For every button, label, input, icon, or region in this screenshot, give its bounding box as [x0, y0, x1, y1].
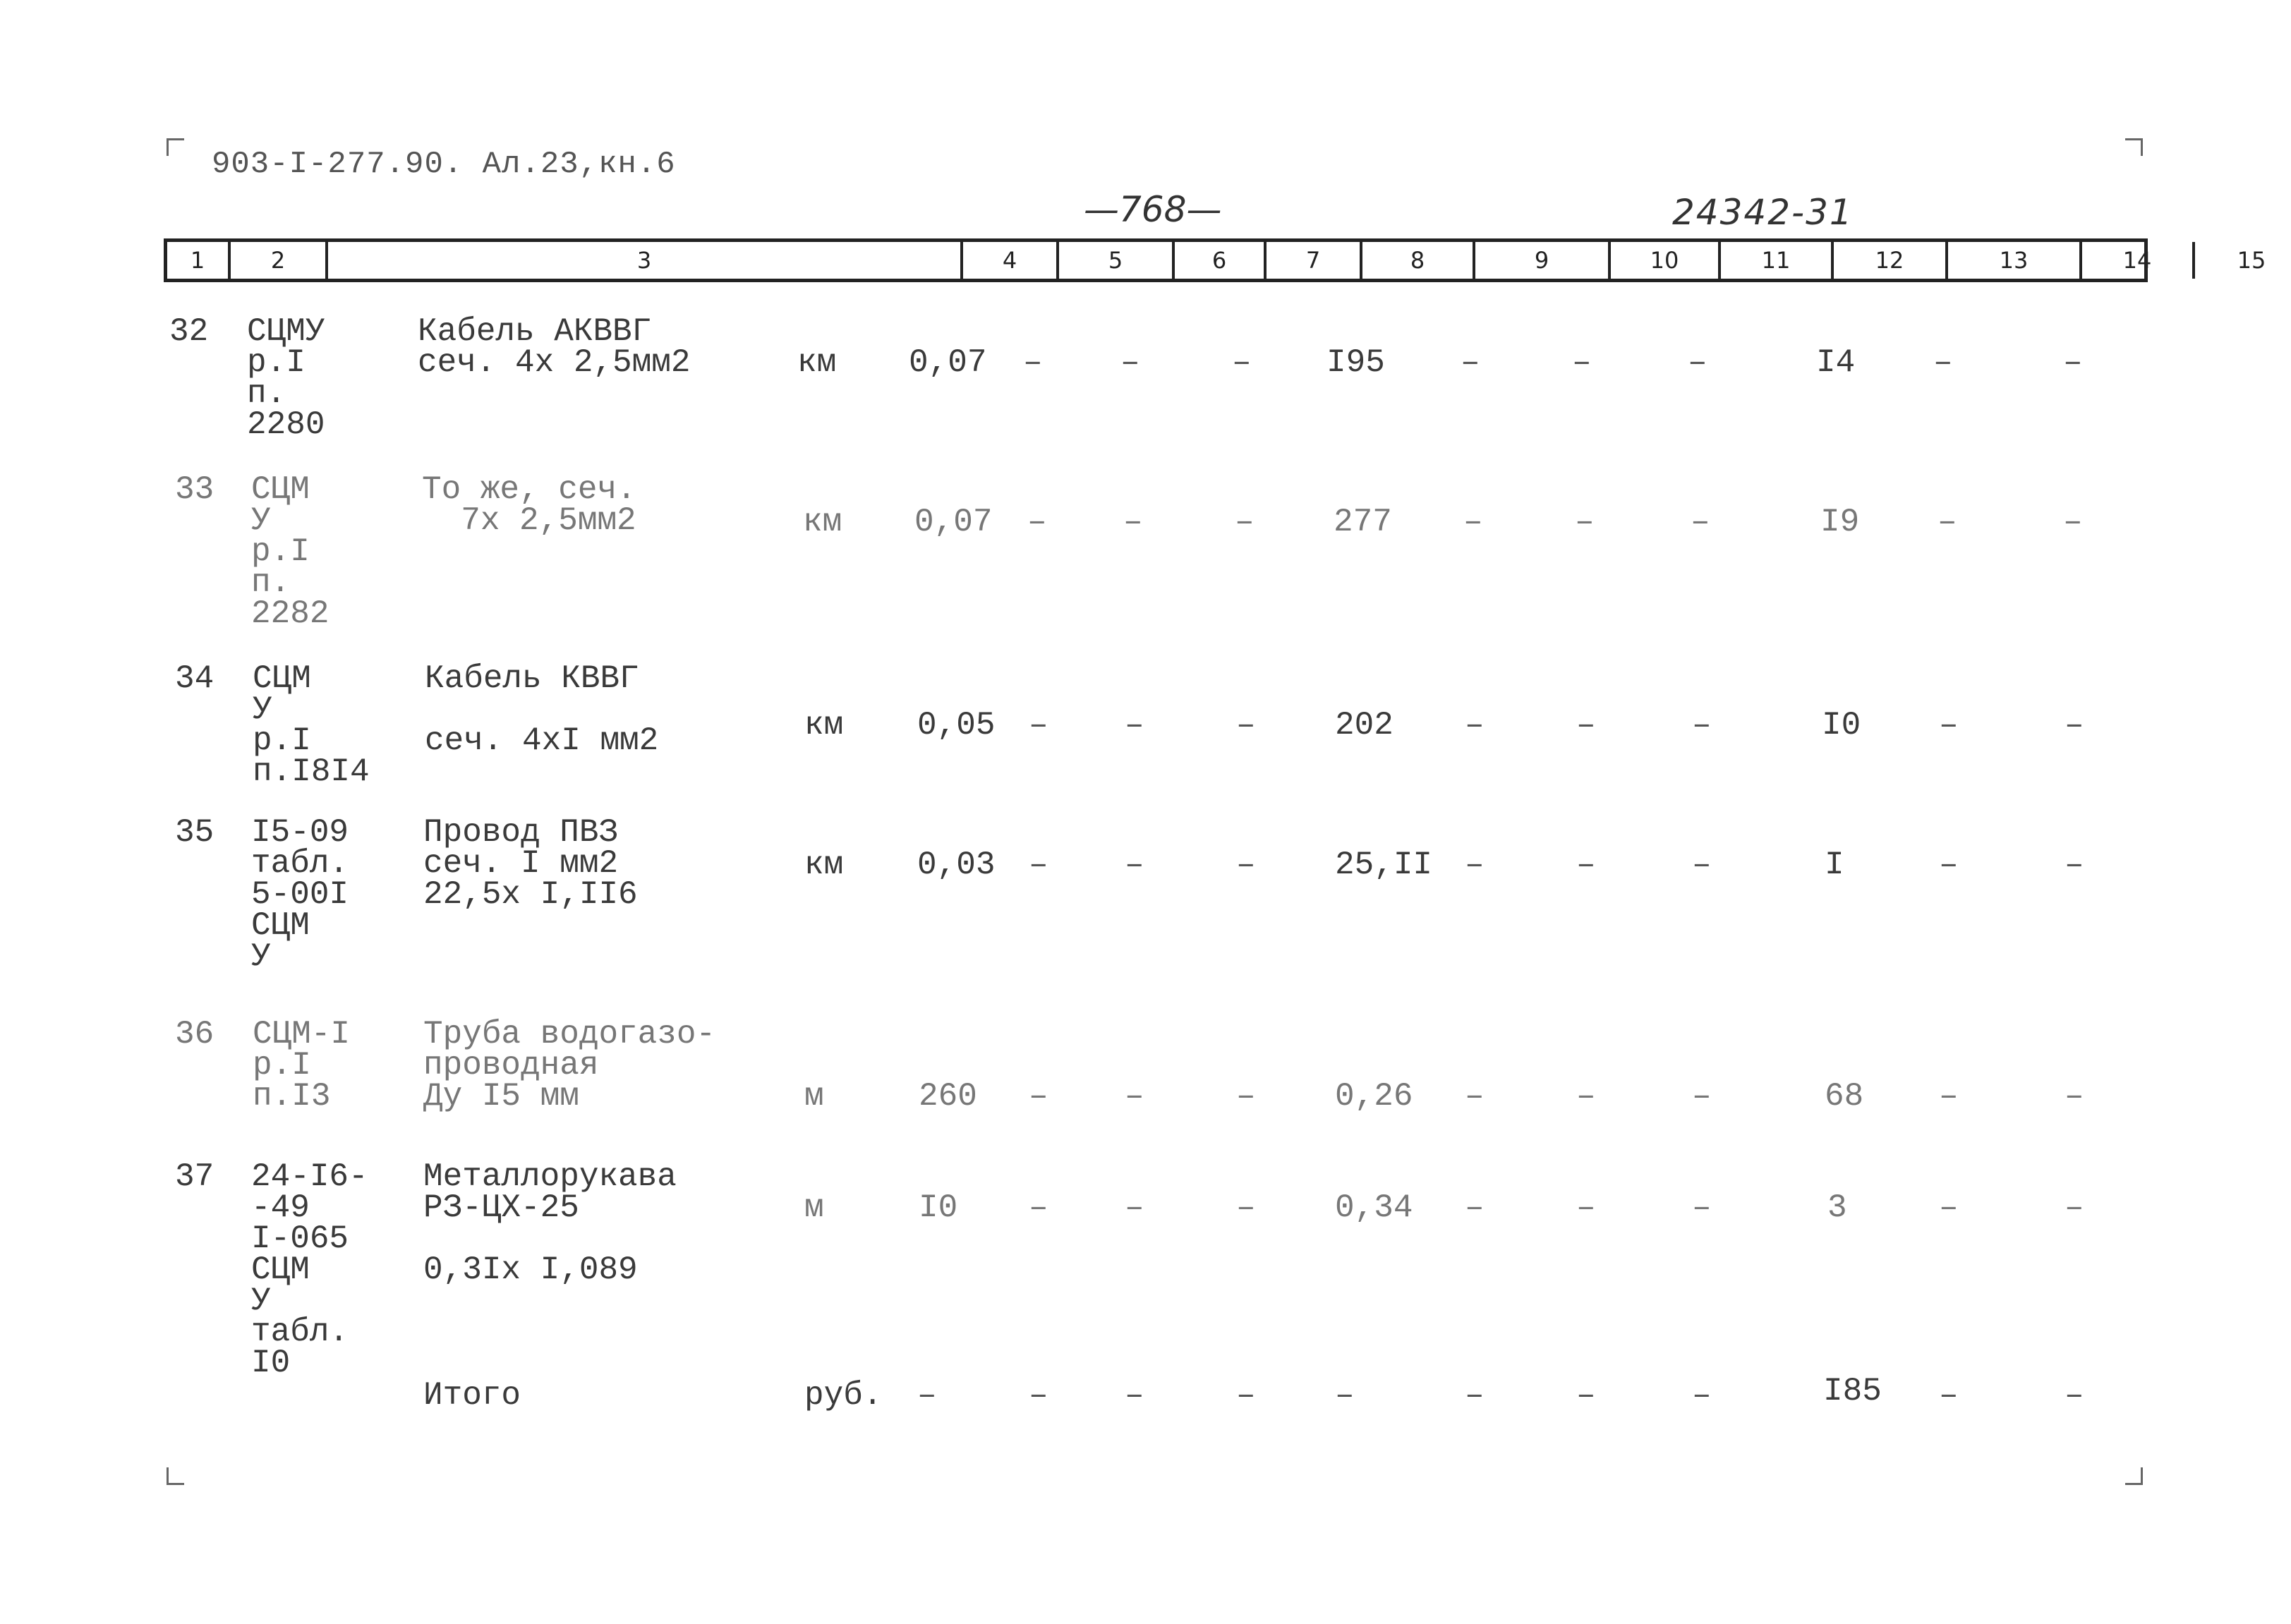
- row-number: 35: [175, 814, 214, 851]
- row-col11: –: [1576, 847, 1596, 883]
- column-header: 14: [2082, 242, 2195, 279]
- row-col14: –: [1939, 1189, 1959, 1226]
- row-col10: –: [1465, 707, 1485, 744]
- row-col11: –: [1575, 504, 1595, 540]
- row-number: 34: [175, 660, 214, 697]
- total-col10: –: [1465, 1377, 1485, 1414]
- total-col13: I85: [1823, 1373, 1882, 1410]
- row-col9: 202: [1335, 707, 1394, 744]
- row-col11: –: [1576, 707, 1596, 744]
- row-unit: м: [804, 1078, 824, 1115]
- row-basis: 24-I6- -49 I-065 СЦМ У табл. I0: [251, 1158, 368, 1381]
- row-number: 37: [175, 1158, 214, 1195]
- column-header: 5: [1059, 242, 1175, 279]
- row-col9: 25,II: [1335, 847, 1433, 883]
- row-col12: –: [1688, 344, 1707, 381]
- row-col7: –: [1125, 707, 1144, 744]
- row-name: То же, сеч. 7х 2,5мм2: [422, 471, 636, 539]
- row-col6: –: [1029, 1078, 1048, 1115]
- row-col7: –: [1125, 1189, 1144, 1226]
- row-number: 36: [175, 1016, 214, 1053]
- row-col9: 0,26: [1335, 1078, 1413, 1115]
- row-col14: –: [1933, 344, 1953, 381]
- row-col10: –: [1463, 504, 1483, 540]
- row-col11: –: [1576, 1078, 1596, 1115]
- column-header: 6: [1175, 242, 1267, 279]
- column-number-header: [164, 238, 2266, 282]
- total-col9: –: [1335, 1377, 1355, 1414]
- row-col15: –: [2065, 847, 2084, 883]
- row-unit: м: [804, 1189, 824, 1226]
- row-unit: км: [803, 504, 842, 540]
- row-col6: –: [1023, 344, 1043, 381]
- row-col13: 3: [1827, 1189, 1847, 1226]
- column-header: 3: [328, 242, 963, 279]
- column-header: 2: [231, 242, 328, 279]
- sheet-code: 24342-31: [1672, 192, 1854, 233]
- row-col12: –: [1691, 504, 1710, 540]
- column-header: 4: [963, 242, 1059, 279]
- row-col7: –: [1123, 504, 1143, 540]
- row-col11: –: [1572, 344, 1592, 381]
- total-col14: –: [1939, 1377, 1959, 1414]
- row-col5: 260: [919, 1078, 977, 1115]
- page-number-value: 768: [1119, 189, 1187, 230]
- row-name: Кабель АКВВГ сеч. 4х 2,5мм2: [418, 313, 691, 381]
- row-name: Кабель КВВГ сеч. 4хI мм2: [425, 660, 659, 759]
- row-col10: –: [1465, 847, 1485, 883]
- row-col8: –: [1236, 1189, 1256, 1226]
- corner-mark-bottom-left: [167, 1467, 184, 1485]
- row-unit: км: [804, 847, 844, 883]
- row-col5: 0,03: [917, 847, 996, 883]
- total-col12: –: [1692, 1377, 1712, 1414]
- row-col10: –: [1465, 1078, 1485, 1115]
- row-col8: –: [1235, 504, 1255, 540]
- row-unit: км: [797, 344, 837, 381]
- row-number: 33: [175, 471, 214, 508]
- row-col13: I9: [1820, 504, 1860, 540]
- row-col12: –: [1692, 1078, 1712, 1115]
- column-header: 1: [167, 242, 231, 279]
- column-header: 10: [1611, 242, 1721, 279]
- row-col14: –: [1939, 1078, 1959, 1115]
- column-header: 13: [1948, 242, 2082, 279]
- row-number: 32: [169, 313, 209, 350]
- row-col8: –: [1232, 344, 1252, 381]
- row-col10: –: [1461, 344, 1480, 381]
- row-col9: 0,34: [1335, 1189, 1413, 1226]
- page-number: —768—: [1084, 189, 1222, 230]
- row-unit: км: [804, 707, 844, 744]
- row-col8: –: [1236, 847, 1256, 883]
- row-col15: –: [2063, 504, 2083, 540]
- row-name: Металлорукава РЗ-ЦХ-25 0,3Iх I,089: [423, 1158, 677, 1288]
- row-col9: I95: [1326, 344, 1385, 381]
- row-basis: I5-09 табл. 5-00I СЦМ У: [251, 814, 349, 975]
- column-header: 15: [2237, 247, 2266, 274]
- row-col5: 0,05: [917, 707, 996, 744]
- row-col8: –: [1236, 707, 1256, 744]
- row-col8: –: [1236, 1078, 1256, 1115]
- row-name: Провод ПВЗ сеч. I мм2 22,5х I,II6: [423, 814, 638, 913]
- row-col7: –: [1120, 344, 1140, 381]
- column-header: 11: [1721, 242, 1834, 279]
- row-col11: –: [1576, 1189, 1596, 1226]
- row-col5: 0,07: [909, 344, 987, 381]
- total-col8: –: [1236, 1377, 1256, 1414]
- row-col13: I4: [1816, 344, 1856, 381]
- row-col7: –: [1125, 847, 1144, 883]
- row-name: Труба водогазо- проводная Ду I5 мм: [423, 1016, 716, 1115]
- row-col5: I0: [919, 1189, 958, 1226]
- row-col12: –: [1692, 847, 1712, 883]
- row-col14: –: [1939, 707, 1959, 744]
- row-col9: 277: [1334, 504, 1392, 540]
- column-header: 8: [1362, 242, 1475, 279]
- row-col6: –: [1029, 847, 1048, 883]
- corner-mark-top-left: [167, 138, 184, 156]
- total-col6: –: [1029, 1377, 1048, 1414]
- row-basis: СЦМУ р.I п. 2280: [247, 313, 325, 443]
- row-col6: –: [1029, 1189, 1048, 1226]
- total-col7: –: [1125, 1377, 1144, 1414]
- row-col15: –: [2063, 344, 2083, 381]
- row-col15: –: [2065, 707, 2084, 744]
- corner-mark-bottom-right: [2125, 1467, 2143, 1485]
- total-col11: –: [1576, 1377, 1596, 1414]
- row-col7: –: [1125, 1078, 1144, 1115]
- document-reference: 903-I-277.90. Ал.23,кн.6: [212, 147, 676, 182]
- row-basis: СЦМ У р.I п. 2282: [251, 471, 330, 632]
- total-unit: руб.: [804, 1377, 883, 1414]
- row-basis: СЦМ-I р.I п.I3: [253, 1016, 351, 1115]
- row-col12: –: [1692, 1189, 1712, 1226]
- row-col5: 0,07: [914, 504, 993, 540]
- row-basis: СЦМ У р.I п.I8I4: [253, 660, 370, 790]
- column-header: 12: [1834, 242, 1948, 279]
- row-col12: –: [1692, 707, 1712, 744]
- column-header: 7: [1267, 242, 1362, 279]
- row-col14: –: [1938, 504, 1957, 540]
- row-col6: –: [1029, 707, 1048, 744]
- row-col15: –: [2065, 1078, 2084, 1115]
- row-col13: I0: [1822, 707, 1861, 744]
- column-header: 9: [1475, 242, 1611, 279]
- row-col6: –: [1027, 504, 1047, 540]
- row-col15: –: [2065, 1189, 2084, 1226]
- total-col15: –: [2065, 1377, 2084, 1414]
- row-col10: –: [1465, 1189, 1485, 1226]
- row-col14: –: [1939, 847, 1959, 883]
- total-col5: –: [917, 1377, 937, 1414]
- row-col13: 68: [1825, 1078, 1864, 1115]
- total-label: Итого: [423, 1377, 521, 1414]
- corner-mark-top-right: [2125, 138, 2143, 156]
- row-col13: I: [1825, 847, 1844, 883]
